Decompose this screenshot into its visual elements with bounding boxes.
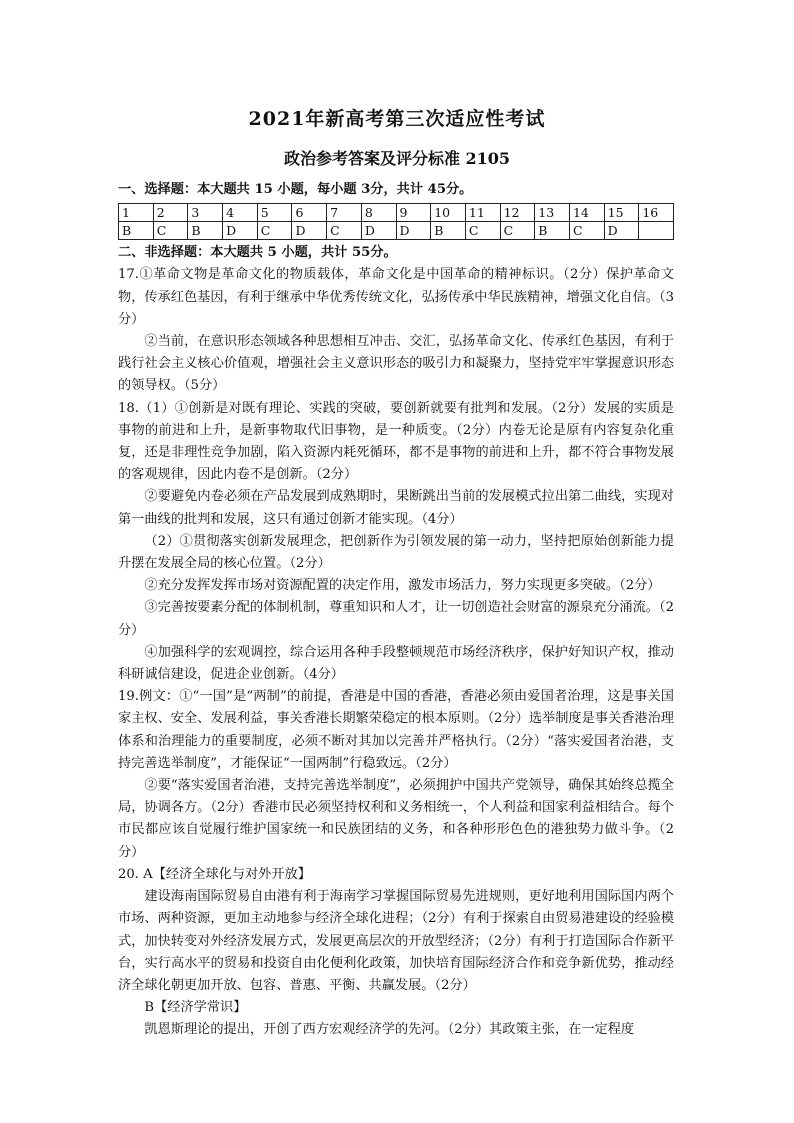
- answer-cell: [639, 222, 674, 240]
- section-heading-choice: 一、选择题：本大题共 15 小题，每小题 3分，共计 45分。: [118, 182, 473, 197]
- answer-cell: B: [535, 222, 570, 240]
- section-heading-nonchoice: 二、非选择题：本大题共 5 小题，共计 55分。: [118, 245, 397, 261]
- answer-table-answer-row: [119, 222, 674, 240]
- answer-cell: C: [465, 222, 500, 240]
- question-number: 3: [188, 204, 223, 222]
- question-number: 8: [361, 204, 396, 222]
- answer-cell: B: [431, 222, 466, 240]
- question-number: 4: [223, 204, 258, 222]
- answer-table-number-row: [119, 204, 674, 222]
- question-number: 16: [639, 204, 674, 222]
- answer-table: [118, 203, 674, 240]
- answer-paragraph-20-heading-a: 20. A【经济全球化与对外开放】: [118, 866, 311, 882]
- answer-cell: B: [188, 222, 223, 240]
- question-number: 10: [431, 204, 466, 222]
- question-number: 7: [327, 204, 362, 222]
- answer-cell: C: [500, 222, 535, 240]
- answer-cell: D: [396, 222, 431, 240]
- answer-cell: D: [604, 222, 639, 240]
- answer-paragraph-19-1: 19.例文：①“一国”是“两制”的前提，香港是中国的香港，香港必须由爱国者治理，这是事关国家主权、安全、发展利益，事关香港长期繁荣稳定的根本原则。（2分）选举制度是事关香港治理体系和治理能力的重要制度，必须不断对其加以完善并严格执行。（2分）“落实爱国者治港，支持完善选举制度”，才能保证“一国两制”行稳致远。（2分）: [118, 689, 674, 771]
- question-number: 9: [396, 204, 431, 222]
- answer-paragraph-18-2: ②要避免内卷必须在产品发展到成熟期时，果断跳出当前的发展模式拉出第二曲线，实现对第一曲线的批判和发展，这只有通过创新才能实现。（4分）: [118, 489, 674, 527]
- answer-paragraph-17-2: ②当前，在意识形态领域各种思想相互冲击、交汇，弘扬革命文化、传承红色基因，有利于践行社会主义核心价值观，增强社会主义意识形态的吸引力和凝聚力，坚持党牢牢掌握意识形态的领导权。（5分）: [118, 334, 674, 394]
- answer-cell: B: [119, 222, 154, 240]
- answer-cell: D: [361, 222, 396, 240]
- document-title: 2021年新高考第三次适应性考试: [248, 108, 546, 130]
- document-subtitle: 政治参考答案及评分标准 2105: [283, 149, 511, 168]
- answer-paragraph-20-a: 建设海南国际贸易自由港有利于海南学习掌握国际贸易先进规则，更好地利用国际国内两个市场、两种资源，更加主动地参与经济全球化进程；（2分）有利于探索自由贸易港建设的经验模式，加快转变对外经济发展方式，发展更高层次的开放型经济；（2分）有利于打造国际合作新平台，实行高水平的贸易和投资自由化便利化政策，加快培育国际经济合作和竞争新优势，推动经济全球化朝更加开放、包容、普惠、平衡、共赢发展。（2分）: [118, 889, 674, 993]
- question-number: 2: [153, 204, 188, 222]
- answer-cell: C: [569, 222, 604, 240]
- question-number: 6: [292, 204, 327, 222]
- answer-paragraph-17-1: 17.①革命文物是革命文化的物质载体，革命文化是中国革命的精神标识。（2分）保护革命文物，传承红色基因，有利于继承中华优秀传统文化，弘扬传承中华民族精神，增强文化自信。（3分）: [118, 267, 674, 327]
- question-number: 12: [500, 204, 535, 222]
- answer-paragraph-20-b: 凯恩斯理论的提出，开创了西方宏观经济学的先河。（2分）其政策主张，在一定程度: [144, 1022, 635, 1038]
- answer-paragraph-18-6: ④加强科学的宏观调控，综合运用各种手段整顿规范市场经济秩序，保护好知识产权，推动科研诚信建设，促进企业创新。（4分）: [118, 644, 674, 683]
- answer-paragraph-18-3: （2）①贯彻落实创新发展理念，把创新作为引领发展的第一动力，坚持把原始创新能力提升摆在发展全局的核心位置。（2分）: [118, 533, 674, 572]
- answer-cell: C: [327, 222, 362, 240]
- answer-cell: C: [257, 222, 292, 240]
- question-number: 5: [257, 204, 292, 222]
- question-number: 1: [119, 204, 154, 222]
- answer-paragraph-20-heading-b: B【经济学常识】: [144, 1000, 247, 1016]
- document-body: [118, 179, 674, 1042]
- answer-paragraph-18-4: ②充分发挥发挥市场对资源配置的决定作用，激发市场活力，努力实现更多突破。（2分）: [144, 578, 661, 594]
- answer-paragraph-19-2: ②要“落实爱国者治港，支持完善选举制度”，必须拥护中国共产党领导，确保其始终总揽全局，协调各方。（2分）香港市民必须坚持权利和义务相统一，个人利益和国家利益相结合。每个市民都应该自觉履行维护国家统一和民族团结的义务，和各种形形色色的港独势力做斗争。（2分）: [118, 778, 674, 860]
- answer-paragraph-18-1: 18.（1）①创新是对既有理论、实践的突破，要创新就要有批判和发展。（2分）发展的实质是事物的前进和上升，是新事物取代旧事物，是一种质变。（2分）内卷无论是原有内容复杂化重复，还是非理性竞争加剧，陷入资源内耗死循环，都不是事物的前进和上升，都不符合事物发展的客观规律，因此内卷不是创新。（2分）: [118, 400, 674, 483]
- question-number: 15: [604, 204, 639, 222]
- question-number: 11: [465, 204, 500, 222]
- question-number: 13: [535, 204, 570, 222]
- answer-cell: C: [153, 222, 188, 240]
- answer-cell: D: [223, 222, 258, 240]
- question-number: 14: [569, 204, 604, 222]
- answer-paragraph-18-5: ③完善按要素分配的体制机制，尊重知识和人才，让一切创造社会财富的源泉充分涌流。（2分）: [118, 600, 674, 638]
- answer-cell: D: [292, 222, 327, 240]
